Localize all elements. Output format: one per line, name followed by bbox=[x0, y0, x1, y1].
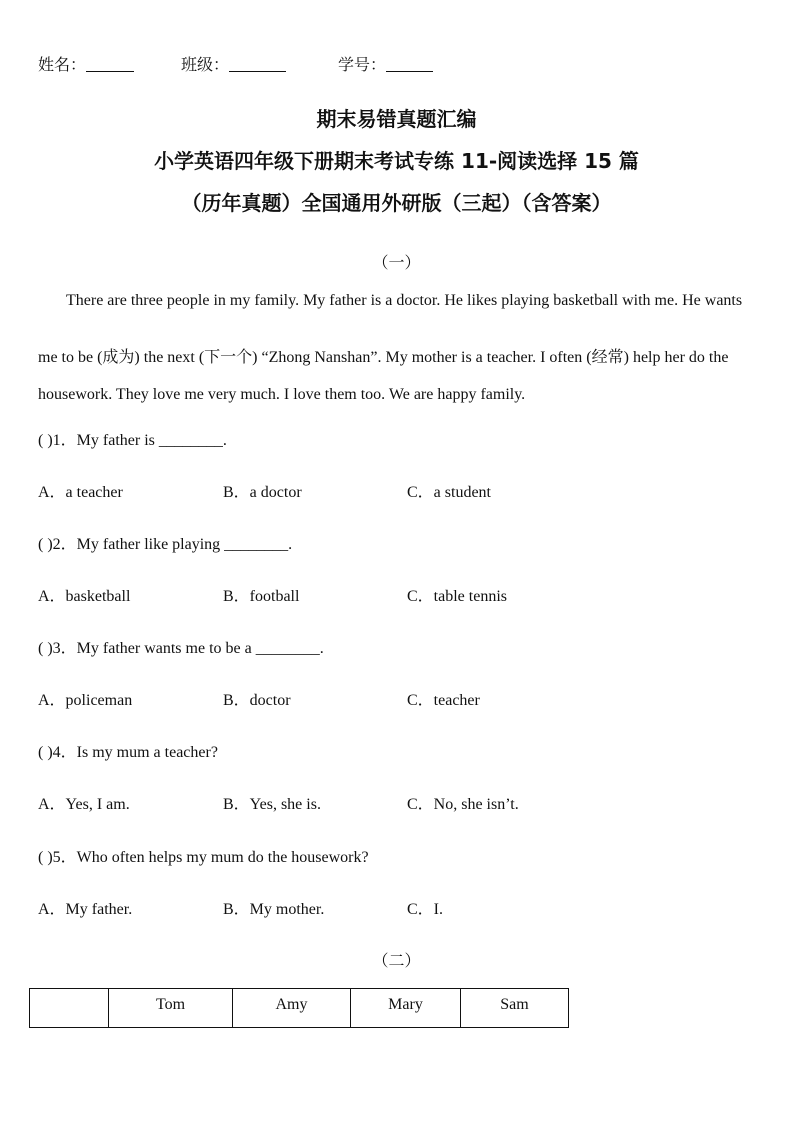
q1-option-b: B．a doctor bbox=[223, 484, 302, 501]
title-edition: （历年真题）全国通用外研版（三起）（含答案） bbox=[181, 191, 612, 215]
q2-option-c: C．table tennis bbox=[407, 588, 507, 605]
question-2: ( )2．My father like playing ________. bbox=[38, 536, 293, 553]
q4-option-c: C．No, she isn’t. bbox=[407, 796, 519, 813]
table-header-mary: Mary bbox=[351, 989, 461, 1028]
class-field bbox=[181, 52, 286, 75]
q4-option-a: A．Yes, I am. bbox=[38, 796, 130, 813]
q3-option-a: A．policeman bbox=[38, 692, 133, 709]
question-4: ( )4．Is my mum a teacher? bbox=[38, 744, 218, 761]
title-main: 期末易错真题汇编 bbox=[316, 107, 477, 131]
q5-option-b: B．My mother. bbox=[223, 901, 325, 918]
title-sub: 小学英语四年级下册期末考试专练 11-阅读选择 15 篇 bbox=[154, 149, 639, 173]
q1-option-c: C．a student bbox=[407, 484, 491, 501]
q5-option-c: C．I. bbox=[407, 901, 444, 918]
section-label-2: （二） bbox=[372, 951, 421, 970]
question-1: ( )1．My father is ________. bbox=[38, 432, 227, 449]
table-row bbox=[30, 989, 569, 1028]
name-label: 姓名： bbox=[38, 55, 87, 74]
student-id-blank[interactable] bbox=[386, 55, 433, 72]
q3-option-b: B．doctor bbox=[223, 692, 291, 709]
q5-option-a: A．My father. bbox=[38, 901, 133, 918]
q2-option-a: A．basketball bbox=[38, 588, 131, 605]
question-5: ( )5．Who often helps my mum do the housework? bbox=[38, 849, 369, 866]
passage-line-2: me to be (成为) the next (下一个) “Zhong Nanshan”. My mother is a teacher. I often (经常) help her do the bbox=[38, 349, 729, 366]
table-header-blank bbox=[30, 989, 109, 1028]
table-header-amy: Amy bbox=[233, 989, 351, 1028]
student-id-field bbox=[338, 52, 433, 75]
q2-option-b: B．football bbox=[223, 588, 300, 605]
passage-line-3: housework. They love me very much. I love them too. We are happy family. bbox=[38, 386, 526, 403]
section-label-1: （一） bbox=[372, 253, 421, 272]
table-header-sam: Sam bbox=[461, 989, 569, 1028]
class-label: 班级： bbox=[181, 55, 230, 74]
q1-option-a: A．a teacher bbox=[38, 484, 123, 501]
passage-line-1: There are three people in my family. My father is a doctor. He likes playing basketball with me. He wants bbox=[66, 292, 743, 309]
name-table bbox=[29, 988, 569, 1028]
table-header-tom: Tom bbox=[109, 989, 233, 1028]
question-3: ( )3．My father wants me to be a ________. bbox=[38, 640, 324, 657]
name-field bbox=[38, 52, 134, 75]
q4-option-b: B．Yes, she is. bbox=[223, 796, 321, 813]
class-blank[interactable] bbox=[229, 55, 286, 72]
student-id-label: 学号： bbox=[338, 55, 387, 74]
q3-option-c: C．teacher bbox=[407, 692, 480, 709]
name-blank[interactable] bbox=[86, 55, 134, 72]
